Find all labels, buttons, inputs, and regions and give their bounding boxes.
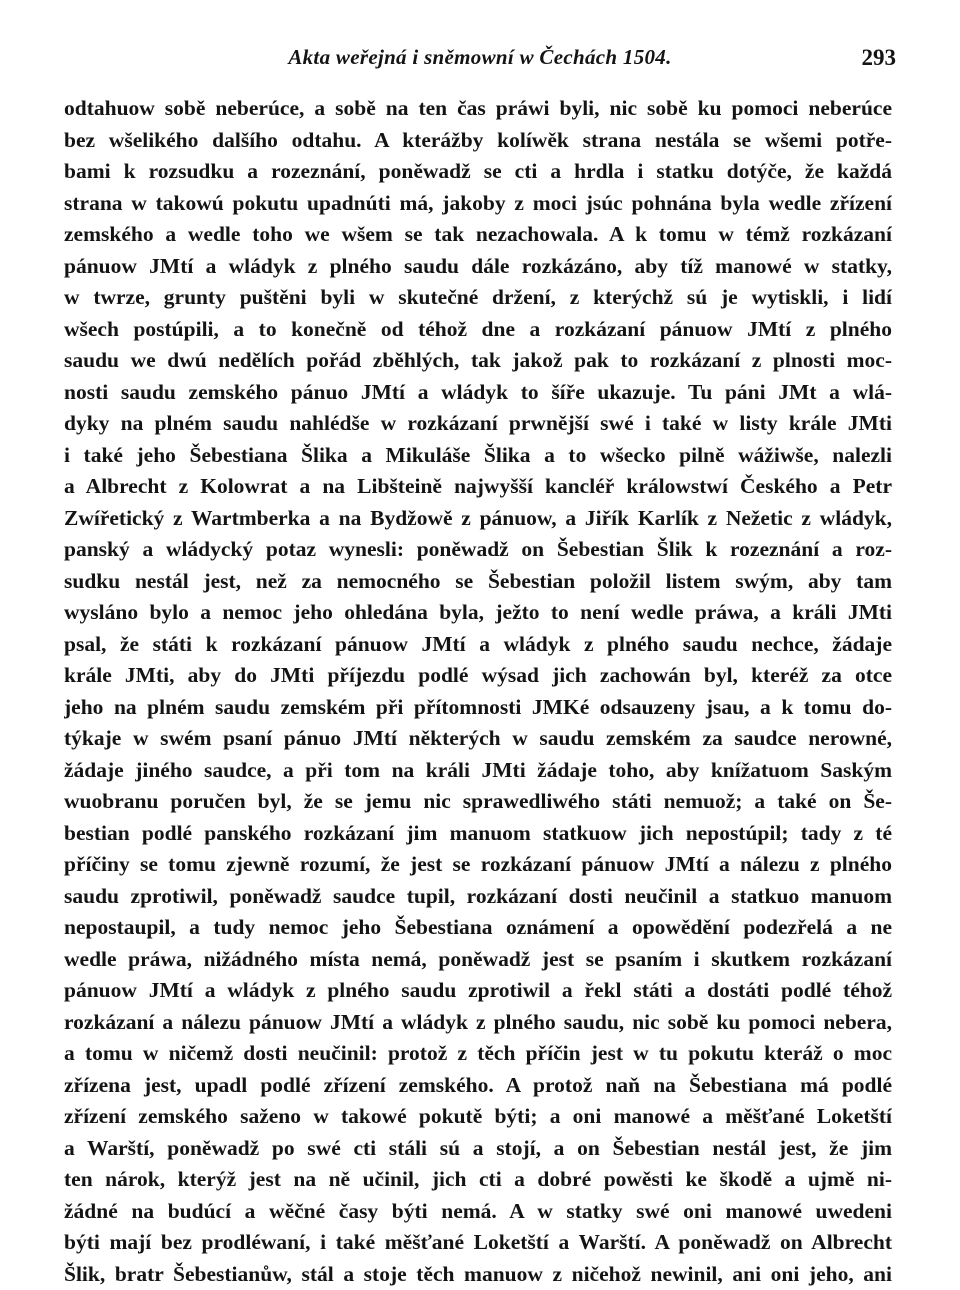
text-line: krále JMti, aby do JMti příjezdu podlé wýsad jich zachowán byl, kteréž za otce [64, 660, 892, 692]
body-text [64, 93, 892, 1290]
text-line: Šlik, bratr Šebestianůw, stál a stoje těch manuow z ničehož newinil, ani oni jeho, ani [64, 1259, 892, 1290]
page-number: 293 [862, 45, 897, 71]
text-line: wedle práwa, nižádného místa nemá, poněwadž jest se psaním i skutkem rozkázaní [64, 944, 892, 976]
text-line: wysláno bylo a nemoc jeho ohledána byla, ježto to není wedle práwa, a králi JMti [64, 597, 892, 629]
text-line: i také jeho Šebestiana Šlika a Mikuláše Šlika a to wšecko pilně wážiwše, nalezli [64, 440, 892, 472]
text-line: zemského a wedle toho we wšem se tak nezachowala. A k tomu w témž rozkázaní [64, 219, 892, 251]
text-line: a tomu w ničemž dosti neučinil: protož z těch příčin jest w tu pokutu kteráž o moc [64, 1038, 892, 1070]
text-line: bami k rozsudku a rozeznání, poněwadž se cti a hrdla i statku dotýče, že každá [64, 156, 892, 188]
text-line: panský a wládycký potaz wynesli: poněwadž on Šebestian Šlik k rozeznání a roz- [64, 534, 892, 566]
text-line: saudu zprotiwil, poněwadž saudce tupil, rozkázaní dosti neučinil a statkuo manuom [64, 881, 892, 913]
text-line: žádné na budúcí a wěčné časy býti nemá. A w statky swé oni manowé uwedeni [64, 1196, 892, 1228]
text-line: býti mají bez prodléwaní, i také měšťané Loketští a Warští. A poněwadž on Albrecht [64, 1227, 892, 1259]
text-line: týkaje w swém psaní pánuo JMtí některých w saudu zemském za saudce nerowné, [64, 723, 892, 755]
text-line: a Warští, poněwadž po swé cti stáli sú a stojí, a on Šebestian nestál jest, že jim [64, 1133, 892, 1165]
text-line: Zwířetický z Wartmberka a na Bydžowě z pánuow, a Jiřík Karlík z Nežetic z wládyk, [64, 503, 892, 535]
text-line: wuobranu poručen byl, že se jemu nic sprawedliwého státi nemuož; a také on Še- [64, 786, 892, 818]
running-header [64, 45, 896, 75]
text-line: rozkázaní a nálezu pánuow JMtí a wládyk z plného saudu, nic sobě ku pomoci nebera, [64, 1007, 892, 1039]
text-line: dyky na plném saudu nahlédše w rozkázaní prwnější swé i také w listy krále JMti [64, 408, 892, 440]
text-line: bestian podlé panského rozkázaní jim manuom statkuow jich nepostúpil; tady z té [64, 818, 892, 850]
text-line: bez wšelikého dalšího odtahu. A kterážby kolíwěk strana nestála se wšemi potře- [64, 125, 892, 157]
text-line: w twrze, grunty puštěni byli w skutečné držení, z kterýchž sú je wytiskli, i lidí [64, 282, 892, 314]
text-line: wšech postúpili, a to konečně od téhož dne a rozkázaní pánuow JMtí z plného [64, 314, 892, 346]
text-line: psal, že státi k rozkázaní pánuow JMtí a wládyk z plného saudu nechce, žádaje [64, 629, 892, 661]
text-line: pánuow JMtí a wládyk z plného saudu zprotiwil a řekl státi a dostáti podlé téhož [64, 975, 892, 1007]
text-line: zřízena jest, upadl podlé zřízení zemského. A protož naň na Šebestiana má podlé [64, 1070, 892, 1102]
text-line: pánuow JMtí a wládyk z plného saudu dále rozkázáno, aby tíž manowé w statky, [64, 251, 892, 283]
text-line: nosti saudu zemského pánuo JMtí a wládyk to šíře ukazuje. Tu páni JMt a wlá- [64, 377, 892, 409]
text-line: žádaje jiného saudce, a při tom na králi JMti žádaje toho, aby knížatuom Saským [64, 755, 892, 787]
text-line: sudku nestál jest, než za nemocného se Šebestian položil listem swým, aby tam [64, 566, 892, 598]
text-line: zřízení zemského saženo w takowé pokutě býti; a oni manowé a měšťané Loketští [64, 1101, 892, 1133]
text-line: ten nárok, kterýž jest na ně učinil, jich cti a dobré powěsti ke škodě a ujmě ni- [64, 1164, 892, 1196]
text-line: saudu we dwú nedělích pořád zběhlých, tak jakož pak to rozkázaní z plnosti moc- [64, 345, 892, 377]
text-line: jeho na plném saudu zemském při přítomnosti JMKé odsauzeny jsau, a k tomu do- [64, 692, 892, 724]
running-title: Akta weřejná i sněmowní w Čechách 1504. [64, 45, 896, 70]
text-line: a Albrecht z Kolowrat a na Libšteině najwyšší kancléř králowstwí Českého a Petr [64, 471, 892, 503]
text-line: odtahuow sobě neberúce, a sobě na ten čas práwi byli, nic sobě ku pomoci neberúce [64, 93, 892, 125]
text-line: nepostaupil, a tudy nemoc jeho Šebestiana oznámení a opowědění podezřelá a ne [64, 912, 892, 944]
text-line: příčiny se tomu zjewně rozumí, že jest se rozkázaní pánuow JMtí a nálezu z plného [64, 849, 892, 881]
text-line: strana w takowú pokutu upadnúti má, jakoby z moci jsúc pohnána byla wedle zřízení [64, 188, 892, 220]
